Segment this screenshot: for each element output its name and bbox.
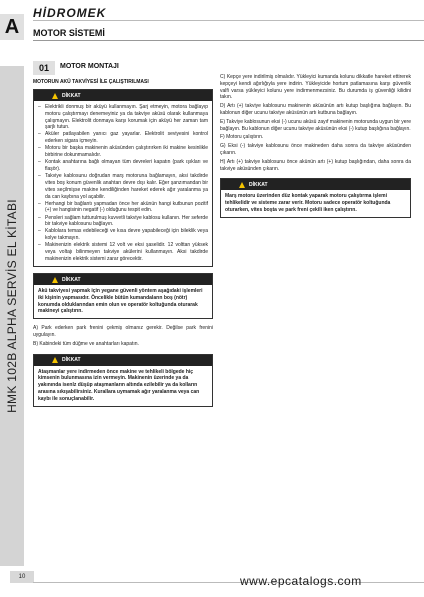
- section-divider: [33, 40, 424, 41]
- warning-item: – Pensleri sağlam tutturulmuş kuvvetli takviye kablosu kullanın. Her seferde bir takviye kablosunu bağlayın.: [38, 215, 208, 229]
- left-column: [33, 76, 213, 413]
- top-divider: [33, 20, 424, 21]
- step-d: D) Artı (+) takviye kablosunu makinenin aküsünün artı kutup başlığına bağlayın. Bu kablonun diğer ucunu takviye aküsünün artı kutbuna bağlayın.: [220, 103, 411, 116]
- side-band: [0, 66, 24, 566]
- step-e: E) Takviye kablosunun eksi (-) ucunu aküsü zayıf makinenin motorunda uygun bir yere bağlayın. Bu kablonun diğer ucunu takviye aküsünün eksi (-) kutup başlığına bağlayın.: [220, 118, 411, 132]
- warning-body: [34, 101, 212, 266]
- subsection-title: MOTOR MONTAJI: [60, 63, 119, 70]
- warning-header: [34, 355, 212, 366]
- warning-item: – Kontak anahtarına bağlı olmayan tüm devreleri kapatın (park ışıkları ve flaşör).: [38, 159, 208, 173]
- warning-item: – Herhangi bir bağlantı yapmadan önce her akünün hangi kutbunun pozitif (+) ve hangisinin negatif (-) olduğunu tespit edin.: [38, 201, 208, 215]
- warning-box-4: [220, 178, 411, 217]
- warning-triangle-icon: [52, 277, 58, 283]
- step-a: A) Park ederken park frenini çekmiş olmanız gerekir. Değilse park frenini uygulayın.: [33, 325, 213, 338]
- warning-box-3: [33, 354, 213, 407]
- warning-item: – Takviye kablosunu doğrudan marş motoruna bağlamayın, aksi takdirde vites boş konum güvenlik anahtarı devre dışı kalır. Eğer şanzımandan bir vites seçilmişse makine kendiliğinden hareket ederek ağır yaralanma ya da can kaybına yol açabilir.: [38, 173, 208, 200]
- section-letter-tab: A: [0, 14, 24, 40]
- step-b: B) Kabindeki tüm düğme ve anahtarları kapatın.: [33, 340, 139, 347]
- warning-label: DİKKAT: [62, 92, 81, 99]
- warning-body: Ataşmanlar yere indirmeden önce makine ve tehlikeli bölgede hiç kimsenin bulunmasına izin vermeyin. Makinenin üzerinde ya da yakınında isenlz düşüp ataşmanların altında ezilebilir ya da kolların arasına sıkışabilirsiniz. Kurallara uymamak ağır yaralanma veya can kaybı ile sonuçlanabilir.: [38, 368, 200, 402]
- warning-label: DİKKAT: [62, 276, 81, 283]
- subsection-number: 01: [33, 61, 55, 75]
- watermark-text: www.epcatalogs.com: [240, 574, 362, 588]
- warning-item: – Aküler patlayabilen yanıcı gaz yayarlar. Elektrolit seviyesini kontrol ederken sigara içmeyin.: [38, 131, 208, 145]
- warning-triangle-icon: [239, 182, 245, 188]
- warning-list: [38, 104, 208, 263]
- step-c: C) Kepçe yere indirilmiş olmalıdır. Yükleyici kumanda kolunu dikkatle hareket ettirerek kepçeyi kendi ağırlığıyla yere indirin. Yükleyicide hortum patlamasına karşı güvenlik valfi varsa yükleyici kolunu yere indirmenmezsiniz. Bu durumda iş güvenliği kilidini takın.: [220, 74, 411, 101]
- warning-header: [34, 274, 212, 285]
- warning-item: – Kablolara temas edebileceği ve kısa devre yapabileceği için bileklik veya kolye takmayın.: [38, 228, 208, 242]
- warning-box-2: [33, 273, 213, 319]
- warning-item: – Makinenizin elektrik sistemi 12 volt ve eksi şaselidir. 12 volttan yüksek veya voltajı bilinmeyen takviye akülerini kullanmayın. Aksi takdirde makinenizin elektrik sistemi zarar görecektir.: [38, 242, 208, 262]
- warning-label: DİKKAT: [249, 181, 268, 188]
- manual-title-vertical: HMK 102B ALPHA SERVİS EL KİTABI: [5, 199, 19, 413]
- warning-box-1: [33, 89, 213, 267]
- warning-header: [221, 179, 410, 190]
- warning-triangle-icon: [52, 93, 58, 99]
- warning-label: DİKKAT: [62, 357, 81, 364]
- warning-triangle-icon: [52, 357, 58, 363]
- section-title: MOTOR SİSTEMİ: [33, 28, 105, 38]
- warning-body: Marş motoru üzerinden düz kontak yaparak motoru çalıştırma işlemi tehlikelidir ve sisteme zarar verir. Motoru sadece operatör koltuğunda oturarken, vites boşta ve park freni çekili iken çalıştırın.: [225, 193, 391, 213]
- warning-body: Akü takviyesi yapmak için yegane güvenli yöntem aşağıdaki işlemleri iki kişinin yapmasıdır. Öncelikle bütün kumandaların boş (nötr) konumda olduklarından emin olun ve operatör koltuğunda oturarak makineyi çalıştırın.: [38, 288, 203, 315]
- warning-header: [34, 90, 212, 101]
- step-h: H) Artı (+) takviye kablosunu önce akünün artı (+) kutup başlığından, daha sonra da takviye aküsünden çıkarın.: [220, 158, 411, 172]
- page-number: 10: [10, 571, 34, 583]
- warning-item: – Motoru bir başka makinenin aküsünden çalıştırırken iki makine kesinlikle birbirine dokunmamalıdır.: [38, 145, 208, 159]
- step-f: F) Motoru çalıştırın.: [220, 134, 264, 141]
- warning-item: – Elektrikli donmuş bir aküyü kullanmayın. Şarj etmeyin, motora bağlayıp motoru çalıştırmayı denemeyiniz ya da takviye aküsü olarak kullanmaya çalışmayın. Elektrolit donmaya karşı korumak için aküyü her zaman tam şarjlı tutun.: [38, 104, 208, 131]
- brand-logo: HİDROMEK: [33, 6, 107, 20]
- step-g: G) Eksi (-) takviye kablosunu önce makineden daha sonra da takviye aküsünden çıkarın.: [220, 143, 411, 156]
- procedure-heading: MOTORUN AKÜ TAKVİYESİ İLE ÇALIŞTIRILMASI: [33, 79, 149, 85]
- right-column: [220, 74, 411, 224]
- bottom-divider: [33, 582, 424, 583]
